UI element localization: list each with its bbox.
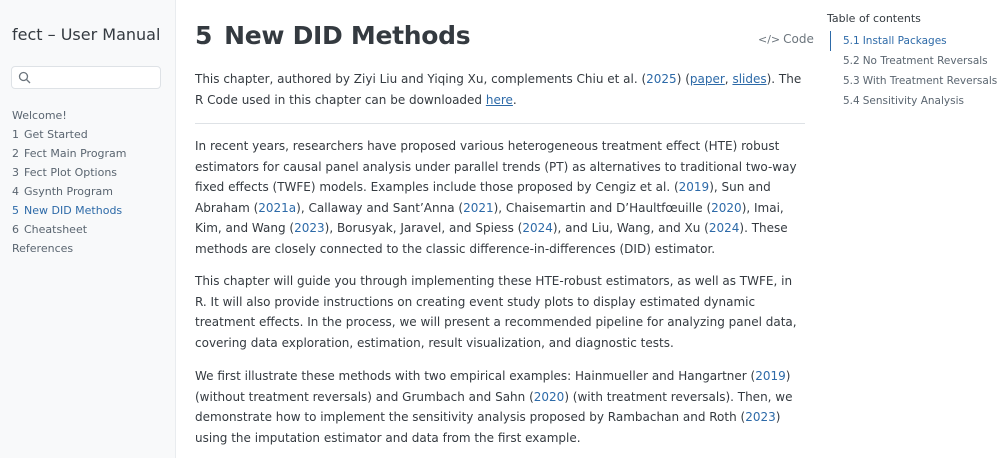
citation-link[interactable]: 2024 bbox=[522, 221, 553, 235]
sidebar-item-label: Cheatsheet bbox=[24, 223, 88, 236]
paragraph-text: ). These methods are closely connected to the classic difference-in-differences (DID) estimator. bbox=[195, 221, 788, 256]
paragraph-text: ), Sun and Abraham ( bbox=[195, 180, 771, 215]
citation-link[interactable]: 2019 bbox=[755, 369, 786, 383]
sidebar bbox=[0, 0, 176, 458]
divider bbox=[195, 123, 805, 124]
sidebar-item-new-did-methods[interactable] bbox=[12, 201, 127, 220]
sidebar-nav bbox=[12, 106, 127, 258]
chapter-title: New DID Methods bbox=[224, 21, 471, 50]
search-box[interactable] bbox=[11, 66, 161, 89]
sidebar-item-number: 3 bbox=[12, 166, 19, 179]
paragraph-text: ), and Liu, Wang, and Xu ( bbox=[552, 221, 709, 235]
paragraph-text: ) (with treatment reversals). Then, we demonstrate how to implement the sensitivity analysis proposed by Rambachan and Roth ( bbox=[195, 389, 793, 424]
sidebar-item-label: Welcome! bbox=[12, 109, 67, 122]
intro-text: . bbox=[512, 92, 517, 107]
code-icon: </> bbox=[758, 33, 781, 46]
toc-item-number: 5.3 bbox=[843, 75, 860, 87]
sidebar-item-fect-plot-options[interactable] bbox=[12, 163, 127, 182]
citation-link[interactable]: 2025 bbox=[646, 72, 677, 86]
intro-text: ) ( bbox=[676, 72, 690, 86]
intro-text: This chapter, authored by Ziyi Liu and Yiqing Xu, complements Chiu et al. ( bbox=[195, 72, 647, 86]
sidebar-item-gsynth-program[interactable] bbox=[12, 182, 127, 201]
citation-link[interactable]: 2021a bbox=[258, 200, 297, 215]
citation-link[interactable]: 2021 bbox=[463, 200, 494, 215]
page-title bbox=[195, 21, 470, 50]
citation-link[interactable]: 2019 bbox=[678, 180, 710, 194]
sidebar-item-number: 4 bbox=[12, 185, 19, 198]
citation-link[interactable]: 2020 bbox=[711, 200, 742, 215]
sidebar-item-get-started[interactable] bbox=[12, 125, 127, 144]
sidebar-item-label: Fect Main Program bbox=[24, 147, 127, 160]
citation-link[interactable]: 2024 bbox=[708, 221, 740, 235]
site-title[interactable]: fect – User Manual bbox=[12, 25, 161, 44]
sidebar-item-label: Fect Plot Options bbox=[24, 166, 118, 179]
paragraph-hte-estimators bbox=[195, 136, 805, 259]
toc-list bbox=[827, 31, 997, 111]
paragraph-text: ), Callaway and Sant’Anna ( bbox=[296, 200, 464, 215]
toc-item-with-treatment-reversals[interactable] bbox=[830, 71, 997, 91]
paragraph-text: ) using the imputation estimator and data from the first example. bbox=[195, 410, 781, 445]
sidebar-item-fect-main-program[interactable] bbox=[12, 144, 127, 163]
toc-item-number: 5.4 bbox=[843, 95, 860, 107]
intro-text: ). The R Code used in this chapter can be downloaded bbox=[195, 72, 802, 107]
sidebar-item-references[interactable] bbox=[12, 239, 127, 258]
table-of-contents bbox=[827, 11, 997, 111]
sidebar-item-label: Gsynth Program bbox=[24, 185, 113, 198]
sidebar-item-label: New DID Methods bbox=[24, 204, 123, 217]
paper-link[interactable]: paper bbox=[689, 72, 725, 86]
code-toggle-button[interactable] bbox=[758, 32, 814, 46]
search-input[interactable] bbox=[34, 69, 156, 86]
sidebar-item-label: Get Started bbox=[24, 128, 88, 141]
search-icon bbox=[18, 71, 31, 84]
toc-item-label: Install Packages bbox=[862, 35, 947, 47]
toc-item-install-packages[interactable] bbox=[830, 31, 997, 51]
sidebar-item-number: 2 bbox=[12, 147, 19, 160]
paragraph-chapter-guide bbox=[195, 271, 805, 353]
toc-item-number: 5.1 bbox=[843, 35, 860, 47]
sidebar-item-number: 5 bbox=[12, 204, 19, 217]
toc-item-label: No Treatment Reversals bbox=[862, 55, 988, 67]
intro-paragraph bbox=[195, 69, 805, 110]
chapter-number: 5 bbox=[195, 21, 213, 50]
sidebar-item-cheatsheet[interactable] bbox=[12, 220, 127, 239]
paragraph-text: This chapter will guide you through implementing these HTE-robust estimators, as well as TWFE, in R. It will also provide instructions on creating event study plots to display estimated dynamic treatment effects. In the process, we will present a recommended pipeline for analyzing panel data, covering data exploration, estimation, result visualization, and diagnostic tests. bbox=[195, 274, 797, 350]
sidebar-item-label: References bbox=[12, 242, 74, 255]
citation-link[interactable]: 2020 bbox=[533, 389, 565, 404]
paragraph-text: We first illustrate these methods with two empirical examples: Hainmueller and Hangartner ( bbox=[195, 369, 756, 383]
toc-item-number: 5.2 bbox=[843, 55, 860, 67]
toc-item-sensitivity-analysis[interactable] bbox=[830, 91, 997, 111]
intro-text: , bbox=[724, 72, 733, 86]
citation-link[interactable]: 2023 bbox=[745, 410, 776, 424]
code-toggle-label: Code bbox=[783, 32, 814, 46]
sidebar-item-number: 6 bbox=[12, 223, 19, 236]
paragraph-empirical-examples bbox=[195, 366, 805, 448]
toc-item-label: With Treatment Reversals bbox=[862, 75, 998, 87]
toc-title: Table of contents bbox=[827, 12, 921, 25]
paragraph-text: ) (without treatment reversals) and Grumbach and Sahn ( bbox=[195, 369, 791, 404]
paragraph-text: ), Imai, Kim, and Wang ( bbox=[195, 200, 784, 235]
toc-item-no-treatment-reversals[interactable] bbox=[830, 51, 997, 71]
paragraph-text: ), Borusyak, Jaravel, and Spiess ( bbox=[324, 221, 523, 235]
paragraph-text: ), Chaisemartin and D’Haultfœuille ( bbox=[493, 200, 712, 215]
citation-link[interactable]: 2023 bbox=[294, 221, 325, 235]
paragraph-text: In recent years, researchers have proposed various heterogeneous treatment effect (HTE) robust estimators for causal panel analysis under parallel trends (PT) as alternatives to traditional two-way fixed effects (TWFE) models. Examples include those proposed by Cengiz et al. ( bbox=[195, 139, 797, 194]
sidebar-item-welcome[interactable] bbox=[12, 106, 127, 125]
sidebar-item-number: 1 bbox=[12, 128, 19, 141]
download-here-link[interactable]: here bbox=[485, 92, 513, 107]
toc-item-label: Sensitivity Analysis bbox=[862, 95, 964, 107]
slides-link[interactable]: slides bbox=[732, 72, 767, 86]
